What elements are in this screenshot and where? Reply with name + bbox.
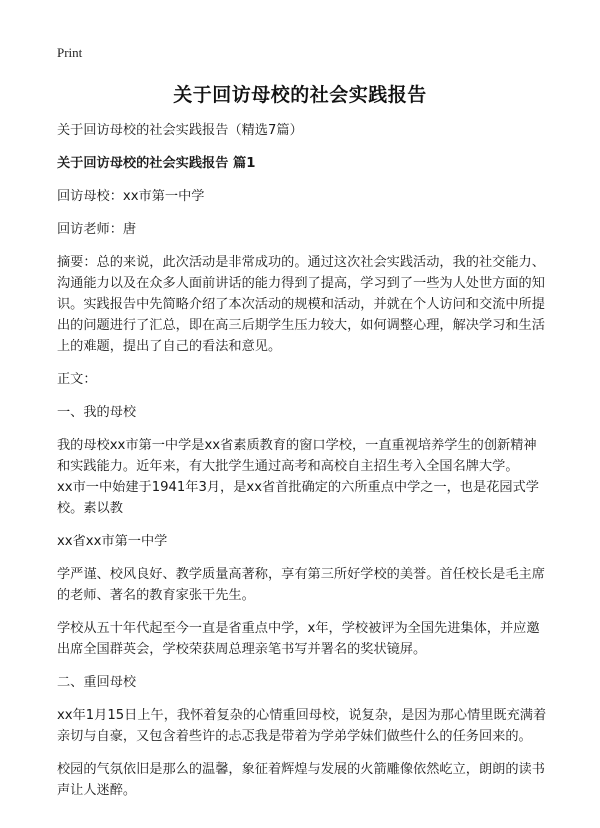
paragraph-school-intro: 我的母校xx市第一中学是xx省素质教育的窗口学校，一直重视培养学生的创新精神和实践能力。近年来，有大批学生通过高考和高校自主招生考入全国名牌大学。	[57, 438, 537, 474]
document-title: 关于回访母校的社会实践报告	[173, 84, 427, 106]
document-body	[57, 120, 547, 813]
heading-my-school: 一、我的母校	[57, 405, 137, 420]
print-link[interactable]: Print	[57, 45, 83, 60]
school-name-line: xx省xx市第一中学	[57, 534, 168, 549]
visit-school-line: 回访母校：xx市第一中学	[57, 189, 205, 204]
paragraph-return-visit: xx年1月15日上午，我怀着复杂的心情重回母校，说复杂，是因为那心情里既充满着亲切与自豪，又包含着些许的忐忑我是带着为学弟学妹们做些什么的任务回来的。	[57, 708, 547, 744]
paragraph-teaching: 学严谨、校风良好、教学质量高著称，享有第三所好学校的美誉。首任校长是毛主席的老师、著名的教育家张干先生。	[57, 567, 545, 603]
section-heading: 关于回访母校的社会实践报告 篇1	[57, 156, 256, 171]
paragraph-honors: 学校从五十年代起至今一直是省重点中学，x年，学校被评为全国先进集体，并应邀出席全国群英会，学校荣获周总理亲笔书写并署名的奖状镜屏。	[57, 621, 540, 657]
paragraph-school-history: xx市一中始建于1941年3月，是xx省首批确定的六所重点中学之一，也是花园式学校。素以教	[57, 480, 539, 516]
abstract-paragraph: 摘要：总的来说，此次活动是非常成功的。通过这次社会实践活动，我的社交能力、沟通能力以及在众多人面前讲话的能力得到了提高，学习到了一些为人处世方面的知识。实践报告中先简略介绍了本次活动的规模和活动，并就在个人访问和交流中所提出的问题进行了汇总，即在高三后期学生压力较大，如何调整心理，解决学习和生活上的难题，提出了自己的看法和意见。	[57, 255, 545, 354]
heading-return-school: 二、重回母校	[57, 675, 137, 690]
document-subtitle: 关于回访母校的社会实践报告（精选7篇）	[57, 123, 303, 138]
visit-teacher-line: 回访老师：唐	[57, 222, 137, 237]
body-label: 正文：	[57, 372, 97, 387]
paragraph-campus: 校园的气氛依旧是那么的温馨，象征着辉煌与发展的火箭雕像依然屹立，朗朗的读书声让人迷醉。	[57, 762, 545, 798]
